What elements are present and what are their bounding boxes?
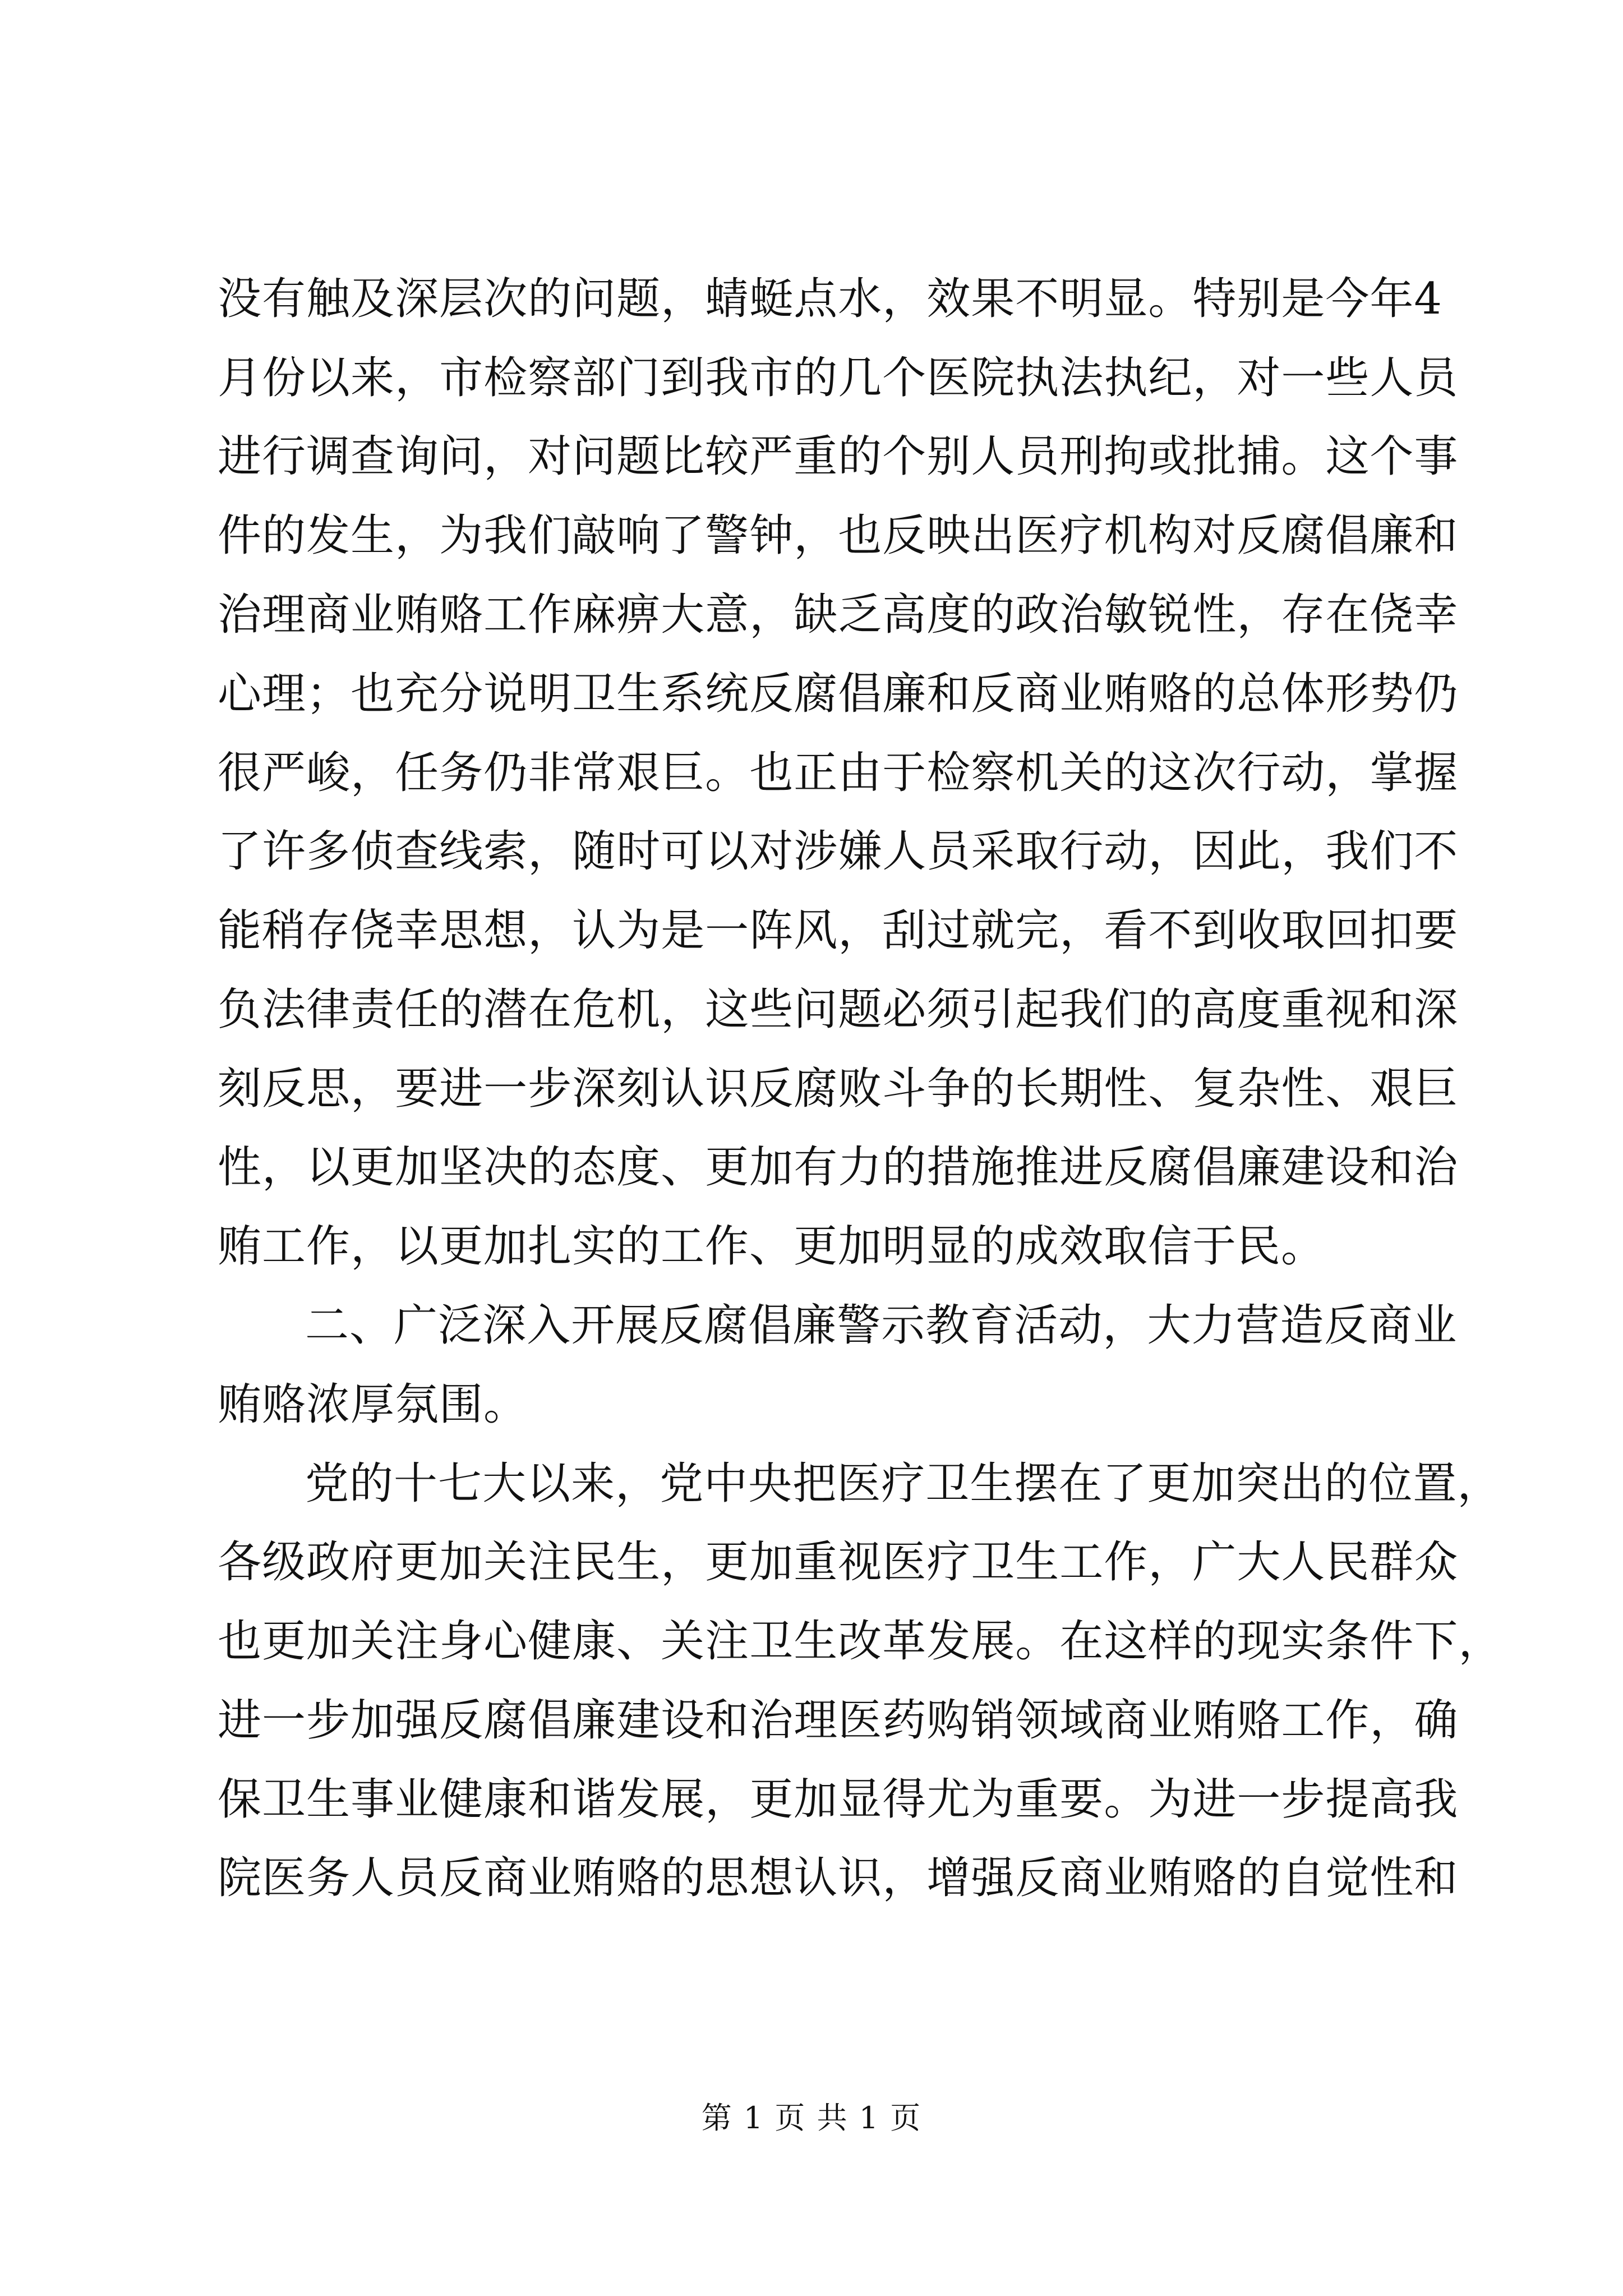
text-line: 进 一 步 加 强 反 腐 倡 廉 建 设 和 治 理 医 药 购 销 领 域 商 业 贿 赂 工 作 ， 确 bbox=[218, 1695, 1459, 1746]
text-line: 刻 反 思 ， 要 进 一 步 深 刻 认 识 反 腐 败 斗 争 的 长 期 性 、 复 杂 性 、 艰 巨 bbox=[218, 1064, 1459, 1114]
text-line: 也 更 加 关 注 身 心 健 康 、 关 注 卫 生 改 革 发 展 。 在 这 样 的 现 实 条 件 下 ， bbox=[218, 1616, 1503, 1667]
text-line: 院 医 务 人 员 反 商 业 贿 赂 的 思 想 认 识 ， 增 强 反 商 业 贿 赂 的 自 觉 性 和 bbox=[218, 1853, 1459, 1903]
page-number-label: 第 1 页 共 1 页 bbox=[701, 2100, 922, 2136]
text-line: 性 ， 以 更 加 坚 决 的 态 度 、 更 加 有 力 的 措 施 推 进 反 腐 倡 廉 建 设 和 治 bbox=[218, 1142, 1459, 1193]
text-line: 件 的 发 生 ， 为 我 们 敲 响 了 警 钟 ， 也 反 映 出 医 疗 机 构 对 反 腐 倡 廉 和 bbox=[218, 510, 1459, 561]
text-line: 保 卫 生 事 业 健 康 和 谐 发 展 ， 更 加 显 得 尤 为 重 要 。 为 进 一 步 提 高 我 bbox=[218, 1774, 1459, 1825]
text-line: 很 严 峻 ， 任 务 仍 非 常 艰 巨 。 也 正 由 于 检 察 机 关 的 这 次 行 动 ， 掌 握 bbox=[218, 748, 1459, 798]
text-line: 能 稍 存 侥 幸 思 想 ， 认 为 是 一 阵 风 ， 刮 过 就 完 ， 看 不 到 收 取 回 扣 要 bbox=[218, 905, 1459, 956]
text-line: 负 法 律 责 任 的 潜 在 危 机 ， 这 些 问 题 必 须 引 起 我 们 的 高 度 重 视 和 深 bbox=[218, 984, 1459, 1035]
text-line: 党 的 十 七 大 以 来 ， 党 中 央 把 医 疗 卫 生 摆 在 了 更 加 突 出 的 位 置 ， bbox=[305, 1458, 1502, 1509]
text-line: 没 有 触 及 深 层 次 的 问 题 ， 蜻 蜓 点 水 ， 效 果 不 明 显 。 特 别 是 今 年 4 bbox=[218, 274, 1443, 324]
text-line: 进 行 调 查 询 问 ， 对 问 题 比 较 严 重 的 个 别 人 员 刑 拘 或 批 捕 。 这 个 事 bbox=[218, 431, 1459, 482]
text-line: 月 份 以 来 ， 市 检 察 部 门 到 我 市 的 几 个 医 院 执 法 执 纪 ， 对 一 些 人 员 bbox=[218, 353, 1459, 403]
text-line: 各 级 政 府 更 加 关 注 民 生 ， 更 加 重 视 医 疗 卫 生 工 作 ， 广 大 人 民 群 众 bbox=[218, 1537, 1459, 1588]
section-heading-line: 二 、 广 泛 深 入 开 展 反 腐 倡 廉 警 示 教 育 活 动 ， 大 力 营 造 反 商 业 bbox=[305, 1300, 1458, 1351]
page-footer bbox=[0, 2096, 1623, 2141]
text-line: 贿工作，以更加扎实的工作、更加明显的成效取信于民。 bbox=[218, 1221, 1326, 1272]
text-line: 心 理 ； 也 充 分 说 明 卫 生 系 统 反 腐 倡 廉 和 反 商 业 贿 赂 的 总 体 形 势 仍 bbox=[218, 669, 1459, 719]
section-heading-line: 贿赂浓厚氛围。 bbox=[218, 1379, 528, 1430]
text-line: 了 许 多 侦 查 线 索 ， 随 时 可 以 对 涉 嫌 人 员 采 取 行 动 ， 因 此 ， 我 们 不 bbox=[218, 826, 1459, 877]
text-line: 治 理 商 业 贿 赂 工 作 麻 痹 大 意 ， 缺 乏 高 度 的 政 治 敏 锐 性 ， 存 在 侥 幸 bbox=[218, 590, 1459, 640]
